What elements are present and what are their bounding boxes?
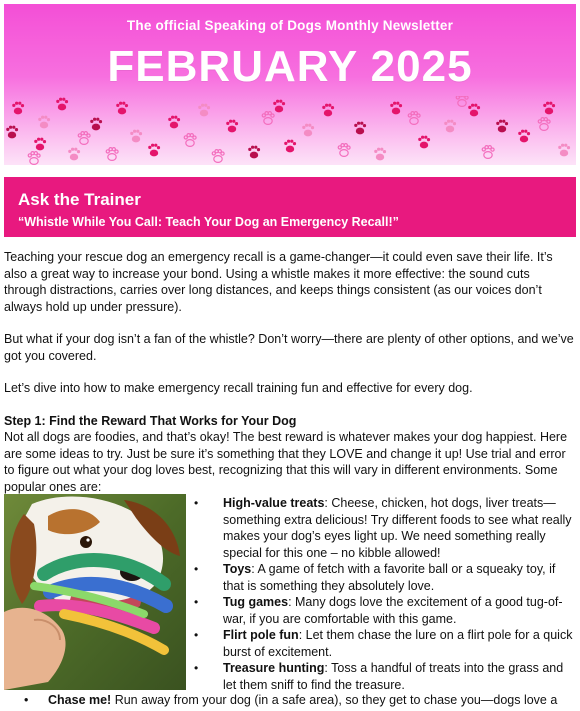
- newsletter-month-title: FEBRUARY 2025: [107, 42, 473, 91]
- list-item: [192, 660, 574, 693]
- bullet-marker: •: [194, 562, 199, 576]
- bullet-text: : Let them chase the lure on a flirt pole for a quick burst of excitement.: [223, 628, 573, 659]
- list-item: [24, 692, 574, 709]
- list-item: [192, 561, 574, 594]
- bullet-marker: •: [194, 628, 199, 642]
- step-1-paragraph: Not all dogs are foodies, and that’s okay! The best reward is whatever makes your dog happiest. Here are some ideas to try. Just be sure it’s something that they LOVE and change it up! Use trial and error to figure out what your dog loves best, recognizing that this will vary in different environments. Some popular ones are:: [4, 430, 568, 494]
- newsletter-banner: [4, 4, 576, 165]
- step-1-heading: Step 1: Find the Reward That Works for Your Dog: [4, 414, 297, 428]
- bullet-marker: •: [194, 496, 199, 510]
- reward-bullet-list: [192, 495, 574, 693]
- options-paragraph: But what if your dog isn’t a fan of the whistle? Don’t worry—there are plenty of other options, and we’ve got you covered.: [4, 332, 574, 363]
- bullet-title: Chase me!: [48, 693, 112, 707]
- paw-print-icon: [4, 96, 576, 165]
- bullet-text: : Many dogs love the excitement of a good tug-of-war, if you are comfortable with this game.: [223, 595, 563, 626]
- bullet-title: Flirt pole fun: [223, 628, 299, 642]
- bullet-title: Treasure hunting: [223, 661, 325, 675]
- bullet-title: Toys: [223, 562, 252, 576]
- bullet-marker: •: [194, 595, 199, 609]
- section-header: [4, 177, 576, 237]
- bullet-text: : A game of fetch with a favorite ball or a squeaky toy, if that is something they absolutely love.: [223, 562, 556, 593]
- section-title: Ask the Trainer: [18, 190, 141, 209]
- beagle-tug-toy-photo: [4, 494, 186, 690]
- bullet-marker: •: [194, 661, 199, 675]
- newsletter-kicker: The official Speaking of Dogs Monthly Newsletter: [126, 18, 454, 33]
- bullet-title: Tug games: [223, 595, 289, 609]
- list-item: [192, 594, 574, 627]
- bullet-text: : Toss a handful of treats into the grass and let them sniff to find the treasure.: [223, 661, 564, 692]
- bullet-title: High-value treats: [223, 496, 325, 510]
- bullet-text: : Cheese, chicken, hot dogs, liver treats—something extra delicious! Try different foods to see what really makes your dog’s eyes light up. We need something really special for this one – no kibble allowed!: [223, 496, 572, 560]
- list-item: [192, 495, 574, 561]
- list-item: [192, 627, 574, 660]
- bullet-marker: •: [24, 693, 29, 707]
- dive-in-paragraph: Let’s dive into how to make emergency recall training fun and effective for every dog.: [4, 381, 473, 395]
- intro-paragraph: Teaching your rescue dog an emergency recall is a game-changer—it could even save their life. It’s also a great way to increase your bond. Using a whistle makes it more effective: the sound cuts through distractions, carries over long distances, and keeps things consistent (as our voices don’t always hold up under pressure).: [4, 250, 553, 314]
- section-subtitle: “Whistle While You Call: Teach Your Dog an Emergency Recall!”: [18, 215, 399, 229]
- bullet-text: Run away from your dog (in a safe area), so they get to chase you—dogs love a: [111, 693, 558, 707]
